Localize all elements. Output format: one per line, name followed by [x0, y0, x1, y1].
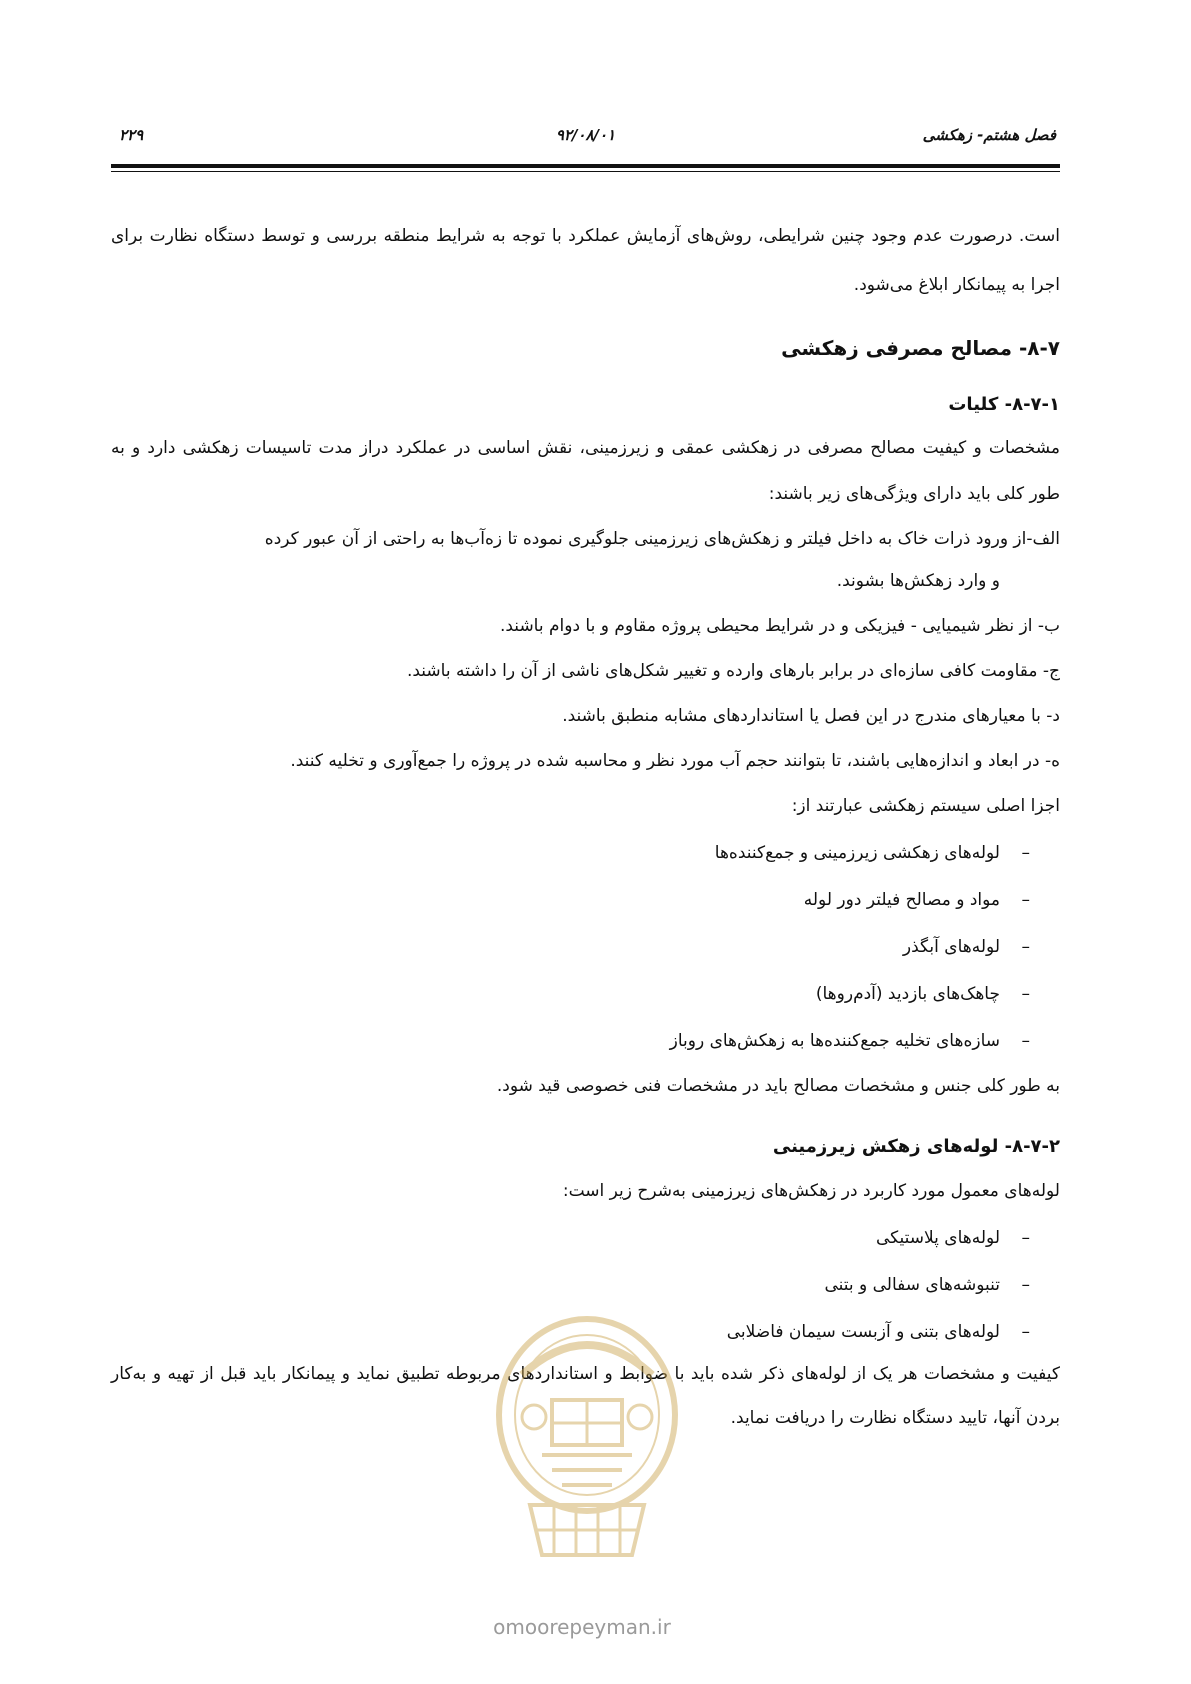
page-body	[111, 212, 1060, 1512]
page-header	[111, 126, 1060, 148]
component-item: –لوله‌های زهکشی زیرزمینی و جمع‌کننده‌ها	[111, 839, 1030, 867]
list-item-alef: الف-از ورود ذرات خاک به داخل فیلتر و زهکش‌های زیرزمینی جلوگیری نموده تا زه‌آب‌ها به راحتی از آن عبور کرده	[264, 529, 1060, 549]
pipes-quality-paragraph: کیفیت و مشخصات هر یک از لوله‌های ذکر شده باید با ضوابط و استانداردهای مربوطه تطبیق نماید و پیمانکار باید قبل از تهیه و به‌کار بردن آنها، تایید دستگاه نظارت را دریافت نماید.	[111, 1364, 1060, 1428]
component-item: –مواد و مصالح فیلتر دور لوله	[111, 886, 1030, 914]
component-item: –چاهک‌های بازدید (آدم‌روها)	[111, 980, 1030, 1008]
dash-bullet: –	[1021, 1228, 1030, 1248]
components-intro: اجزا اصلی سیستم زهکشی عبارتند از:	[791, 796, 1060, 816]
pipe-type-item: –تنبوشه‌های سفالی و بتنی	[111, 1271, 1030, 1299]
dash-bullet: –	[1021, 890, 1030, 910]
watermark-url: omoorepeyman.ir	[493, 1615, 671, 1639]
list-item-alef-continued: و وارد زهکش‌ها بشوند.	[836, 571, 1000, 591]
dash-bullet: –	[1021, 937, 1030, 957]
dash-bullet: –	[1021, 1275, 1030, 1295]
chapter-title: فصل هشتم- زهکشی	[922, 126, 1056, 144]
header-rule-thick	[111, 164, 1060, 168]
list-item-jim: ج- مقاومت کافی سازه‌ای در برابر بارهای وارده و تغییر شکل‌های ناشی از آن را داشته باشند.	[406, 661, 1060, 681]
pipe-type-item: –لوله‌های پلاستیکی	[111, 1224, 1030, 1252]
dash-bullet: –	[1021, 984, 1030, 1004]
header-rule-thin	[111, 171, 1060, 172]
dash-bullet: –	[1021, 843, 1030, 863]
page-number: ۲۲۹	[119, 126, 144, 144]
header-date: ۹۲/۰۸/۰۱	[555, 126, 616, 144]
dash-bullet: –	[1021, 1322, 1030, 1342]
section-heading-8-7: ۸-۷- مصالح مصرفی زهکشی	[781, 336, 1060, 360]
general-paragraph: مشخصات و کیفیت مصالح مصرفی در زهکشی عمقی و زیرزمینی، نقش اساسی در عملکرد دراز مدت تاسیسات زهکشی دارد و به طور کلی باید دارای ویژگی‌های زیر باشند:	[111, 438, 1060, 504]
pipe-type-item: –لوله‌های بتنی و آزبست سیمان فاضلابی	[111, 1318, 1030, 1346]
subsection-heading-8-7-2: ۸-۷-۲- لوله‌های زهکش زیرزمینی	[772, 1136, 1060, 1157]
pipes-intro: لوله‌های معمول مورد کاربرد در زهکش‌های زیرزمینی به‌شرح زیر است:	[562, 1181, 1060, 1201]
dash-bullet: –	[1021, 1031, 1030, 1051]
intro-paragraph: است. درصورت عدم وجود چنین شرایطی، روش‌های آزمایش عملکرد با توجه به شرایط منطقه بررسی و توسط دستگاه نظارت برای اجرا به پیمانکار ابلاغ می‌شود.	[111, 226, 1060, 295]
list-item-be: ب- از نظر شیمیایی - فیزیکی و در شرایط محیطی پروژه مقاوم و با دوام باشند.	[499, 616, 1060, 636]
component-item: –لوله‌های آبگذر	[111, 933, 1030, 961]
materials-closing: به طور کلی جنس و مشخصات مصالح باید در مشخصات فنی خصوصی قید شود.	[496, 1076, 1060, 1096]
list-item-he: ه- در ابعاد و اندازه‌هایی باشند، تا بتوانند حجم آب مورد نظر و محاسبه شده در پروژه را جمع‌آوری و تخلیه کنند.	[290, 751, 1060, 771]
list-item-dal: د- با معیارهای مندرج در این فصل یا استانداردهای مشابه منطبق باشند.	[562, 706, 1060, 726]
component-item: –سازه‌های تخلیه جمع‌کننده‌ها به زهکش‌های روباز	[111, 1027, 1030, 1055]
subsection-heading-8-7-1: ۸-۷-۱- کلیات	[948, 394, 1060, 415]
